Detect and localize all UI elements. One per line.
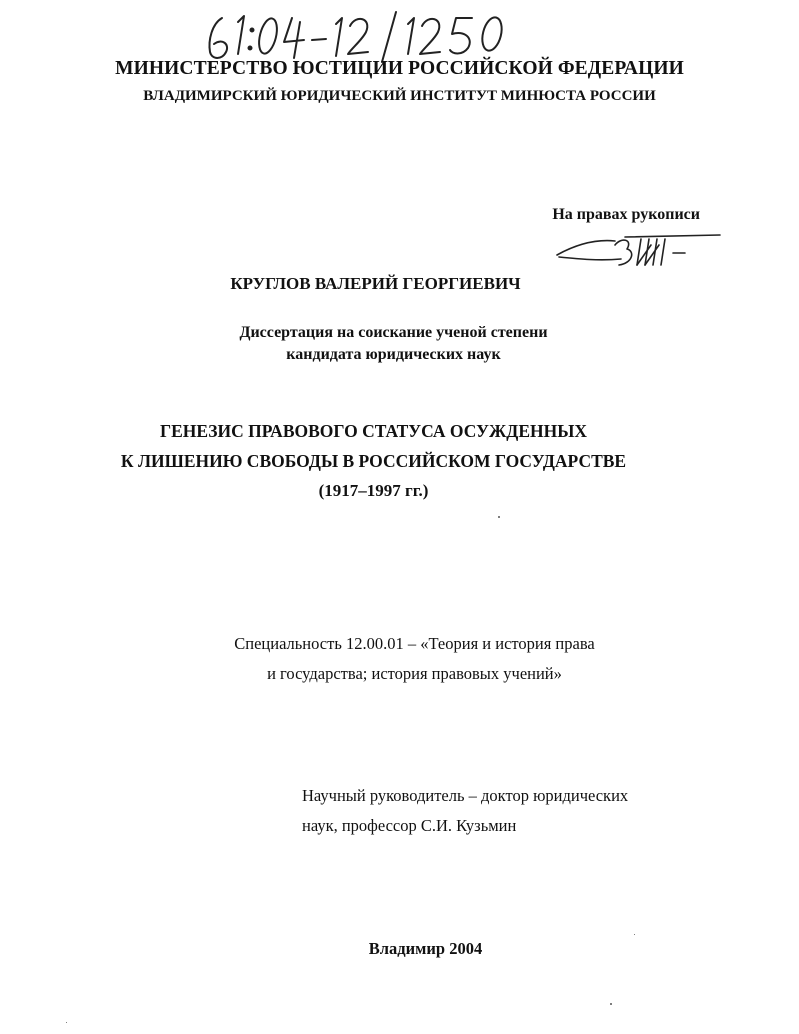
dissertation-title-years: (1917–1997 гг.) — [318, 481, 429, 500]
advisor-line-2: наук, профессор С.И. Кузьмин — [302, 816, 517, 835]
manuscript-rights-note: На правах рукописи — [552, 206, 700, 223]
scan-speck — [498, 516, 500, 518]
institute-heading: ВЛАДИМИРСКИЙ ЮРИДИЧЕСКИЙ ИНСТИТУТ МИНЮСТА РОССИИ — [143, 88, 656, 104]
degree-line-2: кандидата юридических наук — [286, 346, 501, 363]
scan-speck — [66, 1022, 67, 1023]
scan-speck — [634, 934, 635, 935]
city-and-year: Владимир 2004 — [368, 939, 483, 958]
author-signature — [555, 225, 725, 275]
specialty-line-2: и государства; история правовых учений» — [267, 664, 562, 683]
specialty-line-1: Специальность 12.00.01 – «Теория и история права — [234, 634, 595, 653]
author-name: КРУГЛОВ ВАЛЕРИЙ ГЕОРГИЕВИЧ — [230, 274, 521, 293]
degree-line-1: Диссертация на соискание ученой степени — [239, 324, 548, 341]
dissertation-title-line-2: К ЛИШЕНИЮ СВОБОДЫ В РОССИЙСКОМ ГОСУДАРСТВЕ — [120, 451, 627, 471]
scan-speck — [610, 1003, 612, 1005]
archive-number-handwritten — [200, 8, 540, 64]
ministry-heading: МИНИСТЕРСТВО ЮСТИЦИИ РОССИЙСКОЙ ФЕДЕРАЦИИ — [115, 58, 684, 79]
advisor-line-1: Научный руководитель – доктор юридических — [302, 786, 629, 805]
dissertation-title-line-1: ГЕНЕЗИС ПРАВОВОГО СТАТУСА ОСУЖДЕННЫХ — [159, 421, 588, 441]
